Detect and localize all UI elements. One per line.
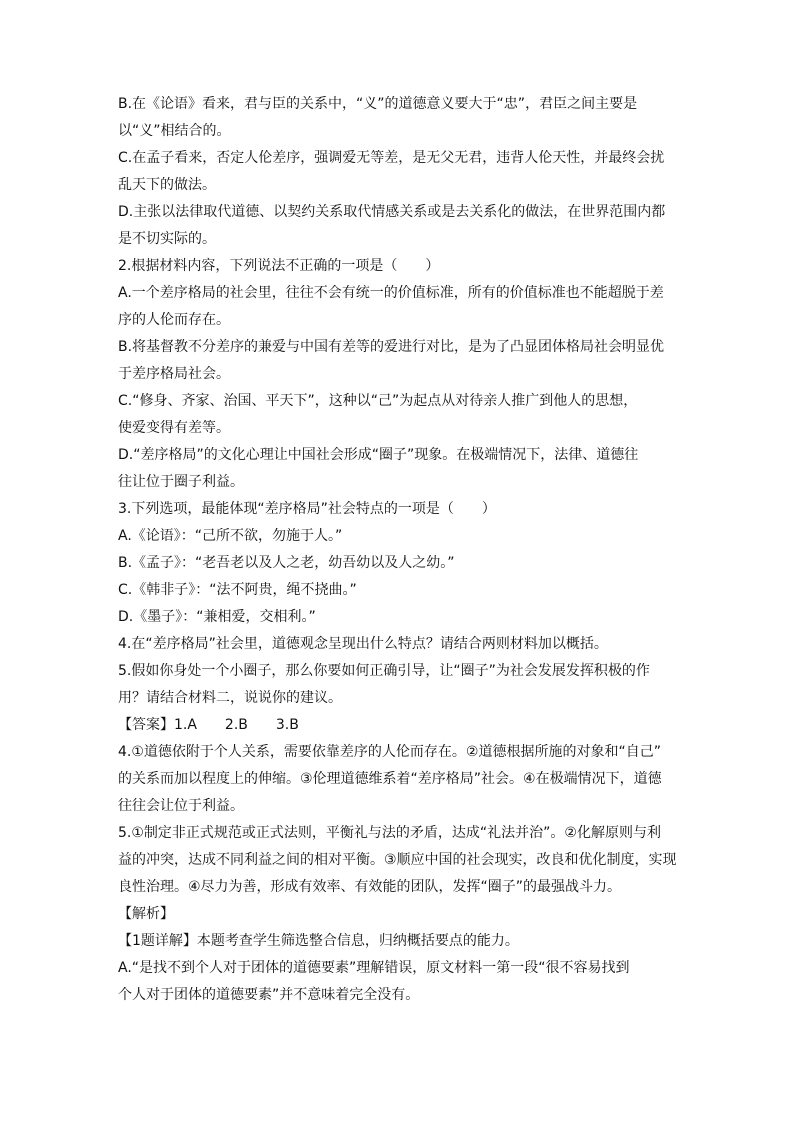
q1-analysis-a-line-2: 个人对于团体的道德要素”并不意味着完全没有。 bbox=[118, 987, 420, 1003]
option-d-line-2: 是不切实际的。 bbox=[118, 231, 216, 247]
answer-key: 【答案】1.A 2.B 3.B bbox=[118, 717, 299, 733]
q2-option-a-line-1: A.一个差序格局的社会里，往往不会有统一的价值标准，所有的价值标准也不能超脱于差 bbox=[118, 285, 664, 301]
answer-5-line-3: 良性治理。④尽力为善，形成有效率、有效能的团队，发挥“圈子”的最强战斗力。 bbox=[118, 879, 622, 895]
answer-4-line-3: 往往会让位于利益。 bbox=[118, 798, 244, 814]
option-c-line-2: 乱天下的做法。 bbox=[118, 177, 216, 193]
question-4-stem: 4.在“差序格局”社会里，道德观念呈现出什么特点？请结合两则材料加以概括。 bbox=[118, 636, 608, 652]
answer-4-line-2: 的关系而加以程度上的伸缩。③伦理道德维系着“差序格局”社会。④在极端情况下，道德 bbox=[118, 771, 662, 787]
q2-option-b-line-1: B.将基督教不分差序的兼爱与中国有差等的爱进行对比，是为了凸显团体格局社会明显优 bbox=[118, 339, 665, 355]
q2-option-d-line-2: 往让位于圈子利益。 bbox=[118, 474, 244, 490]
q3-option-d: D.《墨子》：“兼相爱，交相利。” bbox=[118, 609, 316, 625]
question-3-stem: 3.下列选项，最能体现“差序格局”社会特点的一项是（ ） bbox=[118, 501, 496, 517]
answer-5-line-2: 益的冲突，达成不同利益之间的相对平衡。③顺应中国的社会现实，改良和优化制度，实现 bbox=[118, 852, 677, 868]
question-5-stem-line-1: 5.假如你身处一个小圈子，那么你要如何正确引导，让“圈子”为社会发展发挥积极的作 bbox=[118, 663, 650, 679]
q3-option-b: B.《孟子》：“老吾老以及人之老，幼吾幼以及人之幼。” bbox=[118, 555, 455, 571]
option-d-line-1: D.主张以法律取代道德、以契约关系取代情感关系或是去关系化的做法，在世界范围内都 bbox=[118, 204, 666, 220]
q2-option-d-line-1: D.“差序格局”的文化心理让中国社会形成“圈子”现象。在极端情况下，法律、道德往 bbox=[118, 447, 639, 463]
q2-option-b-line-2: 于差序格局社会。 bbox=[118, 366, 230, 382]
q1-analysis-heading: 【1题详解】本题考查学生筛选整合信息，归纳概括要点的能力。 bbox=[118, 933, 519, 949]
answer-4-line-1: 4.①道德依附于个人关系，需要依靠差序的人伦而存在。②道德根据所施的对象和“自己” bbox=[118, 744, 661, 760]
q2-option-c-line-2: 使爱变得有差等。 bbox=[118, 420, 230, 436]
q3-option-a: A.《论语》：“己所不欲，勿施于人。” bbox=[118, 528, 343, 544]
option-b-line-2: 以“义”相结合的。 bbox=[118, 123, 231, 139]
q2-option-c-line-1: C.“修身、齐家、治国、平天下”，这种以“己”为起点从对待亲人推广到他人的思想， bbox=[118, 393, 638, 409]
q2-option-a-line-2: 序的人伦而存在。 bbox=[118, 312, 230, 328]
q1-analysis-a-line-1: A.“是找不到个人对于团体的道德要素”理解错误，原文材料一第一段“很不容易找到 bbox=[118, 960, 630, 976]
analysis-heading: 【解析】 bbox=[118, 906, 174, 922]
question-5-stem-line-2: 用？请结合材料二，说说你的建议。 bbox=[118, 690, 342, 706]
option-b-line-1: B.在《论语》看来，君与臣的关系中，“义”的道德意义要大于“忠”，君臣之间主要是 bbox=[118, 96, 638, 112]
answer-5-line-1: 5.①制定非正式规范或正式法则，平衡礼与法的矛盾，达成“礼法并治”。②化解原则与利 bbox=[118, 825, 661, 841]
option-c-line-1: C.在孟子看来，否定人伦差序，强调爱无等差，是无父无君，违背人伦天性，并最终会扰 bbox=[118, 150, 665, 166]
q3-option-c: C.《韩非子》：“法不阿贵，绳不挠曲。” bbox=[118, 582, 357, 598]
question-2-stem: 2.根据材料内容，下列说法不正确的一项是（ ） bbox=[118, 258, 440, 274]
